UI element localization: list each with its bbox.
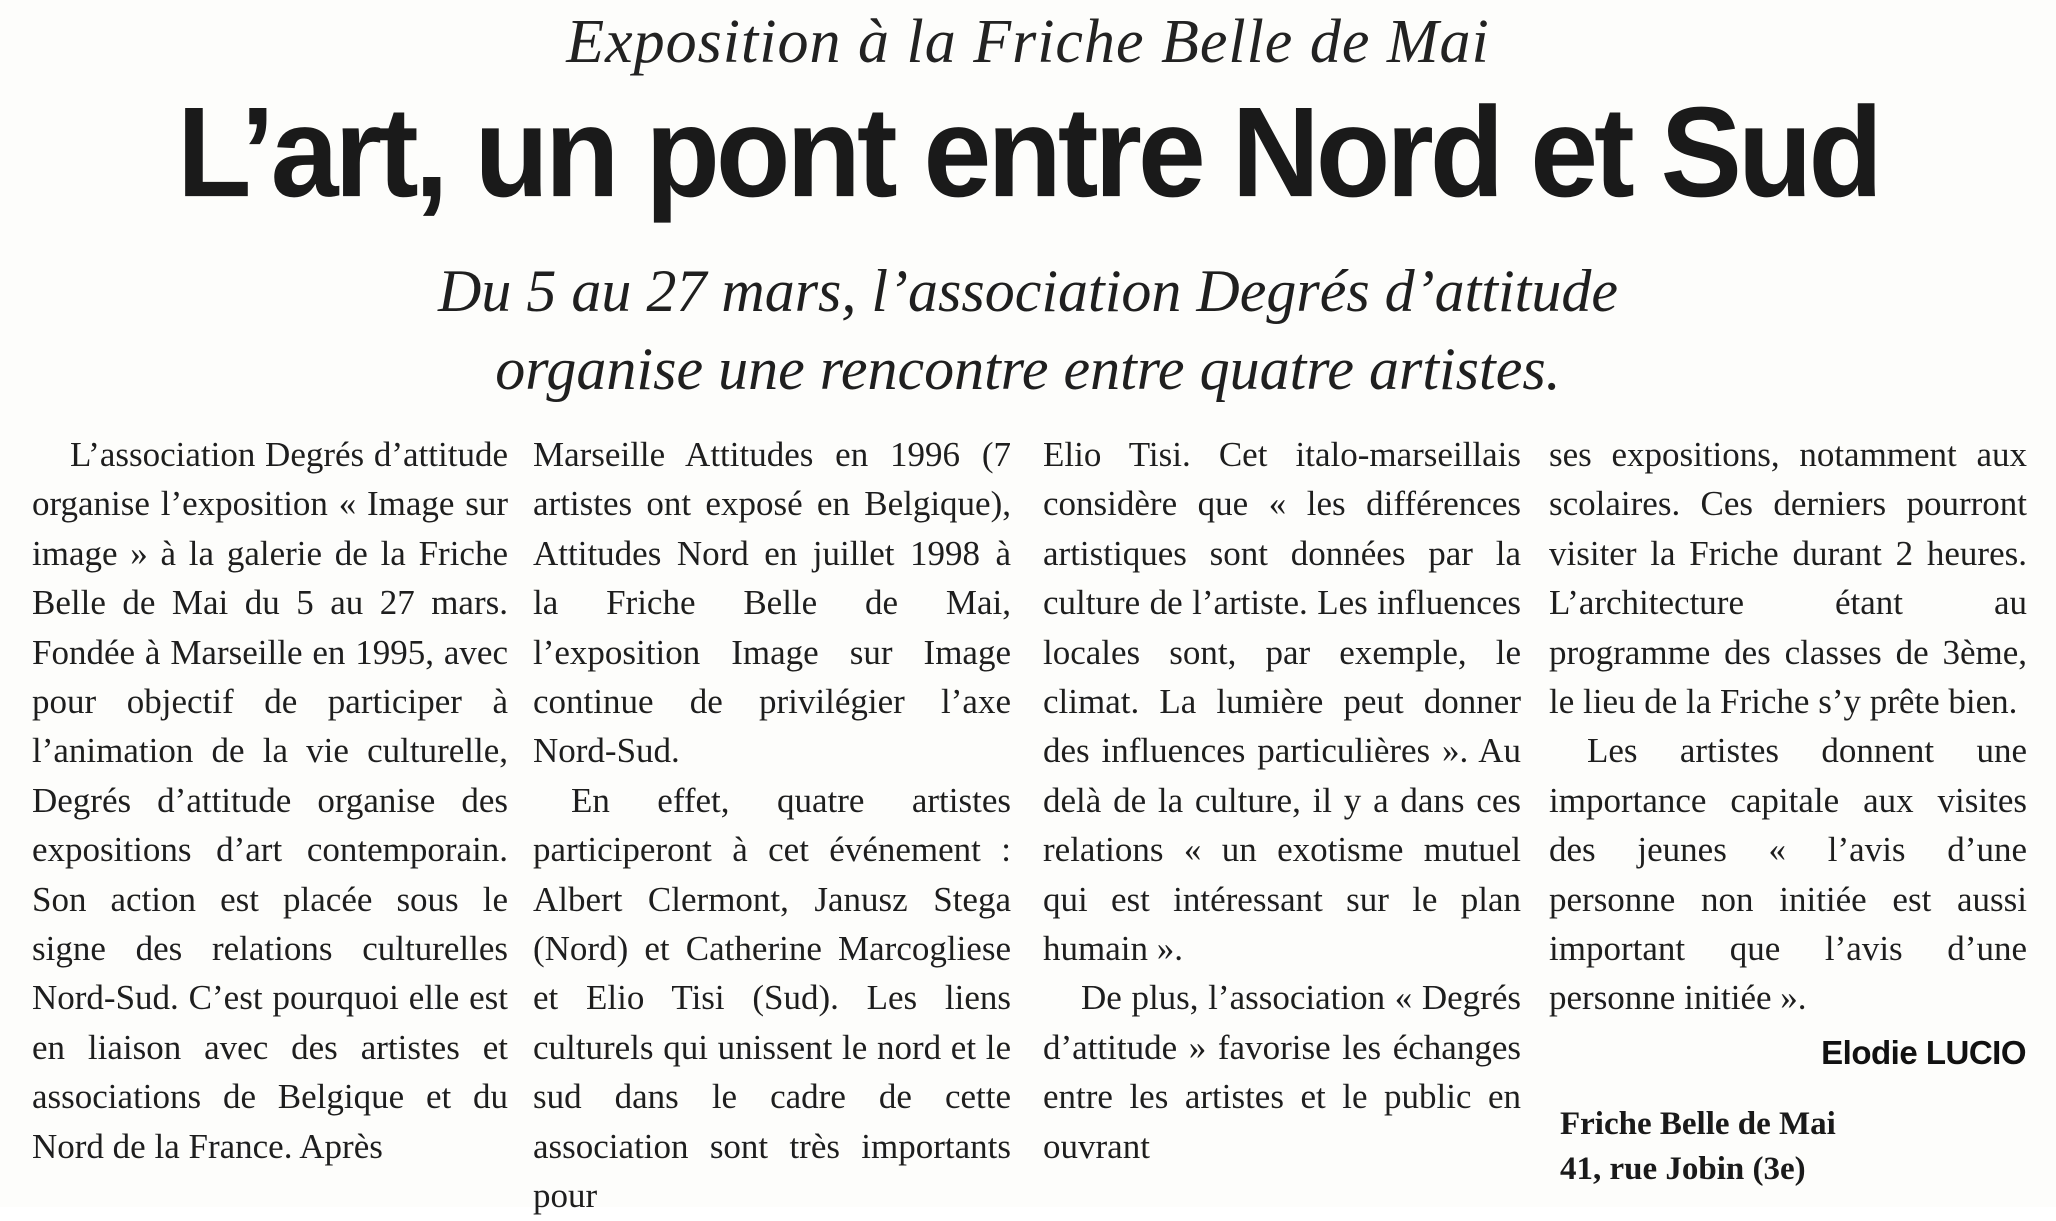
- article-column-4: [1549, 430, 2027, 1023]
- deck-line-1: Du 5 au 27 mars, l’association Degrés d’attitude: [438, 258, 1618, 324]
- deck-line-2: organise une rencontre entre quatre artistes.: [495, 336, 1561, 402]
- article-headline: L’art, un pont entre Nord et Sud: [177, 80, 1879, 224]
- column-1-paragraph-1: L’association Degrés d’attitude organise l’exposition « Image sur image » à la galerie de la Friche Belle de Mai du 5 au 27 mars. Fondée à Marseille en 1995, avec pour objectif de participer à l’animation de la vie culturelle, Degrés d’attitude organise des expositions d’art contemporain. Son action est placée sous le signe des relations culturelles Nord-Sud. C’est pourquoi elle est en liaison avec des artistes et associations de Belgique et du Nord de la France. Après: [32, 435, 508, 1166]
- article-kicker: Exposition à la Friche Belle de Mai: [566, 8, 1490, 76]
- article-deck: [0, 252, 2056, 408]
- column-3-paragraph-1: Elio Tisi. Cet italo-marseillais considère que « les différences artistiques sont données par la culture de l’artiste. Les influences locales sont, par exemple, le climat. La lumière peut donner des influences particulières ». Au delà de la culture, il y a dans ces relations « un exotisme mutuel qui est intéressant sur le plan humain ».: [1043, 435, 1521, 969]
- column-3-paragraph-2: De plus, l’association « Degrés d’attitude » favorise les échanges entre les artistes et le public en ouvrant: [1043, 978, 1521, 1166]
- venue-info: [1560, 1102, 1836, 1192]
- column-2-paragraph-1: Marseille Attitudes en 1996 (7 artistes ont exposé en Belgique), Attitudes Nord en juillet 1998 à la Friche Belle de Mai, l’exposition Image sur Image continue de privilégier l’axe Nord-Sud.: [533, 435, 1011, 771]
- venue-address: 41, rue Jobin (3e): [1560, 1151, 1806, 1187]
- author-signature: Elodie LUCIO: [1821, 1034, 2026, 1071]
- article-column-1: [32, 430, 508, 1171]
- article-column-2: [533, 430, 1011, 1221]
- article-column-3: [1043, 430, 1521, 1171]
- column-4-paragraph-2: Les artistes donnent une importance capitale aux visites des jeunes « l’avis d’une personne non initiée est aussi important que l’avis d’une personne initiée ».: [1549, 731, 2027, 1018]
- column-2-paragraph-2: En effet, quatre artistes participeront à cet événement : Albert Clermont, Janusz Stega (Nord) et Catherine Marcogliese et Elio Tisi (Sud). Les liens culturels qui unissent le nord et le sud dans le cadre de cette association sont très importants pour: [533, 780, 1011, 1216]
- venue-name: Friche Belle de Mai: [1560, 1106, 1836, 1142]
- column-4-paragraph-1: ses expositions, notamment aux scolaires. Ces derniers pourront visiter la Friche durant 2 heures. L’architecture étant au programme des classes de 3ème, le lieu de la Friche s’y prête bien.: [1549, 435, 2027, 722]
